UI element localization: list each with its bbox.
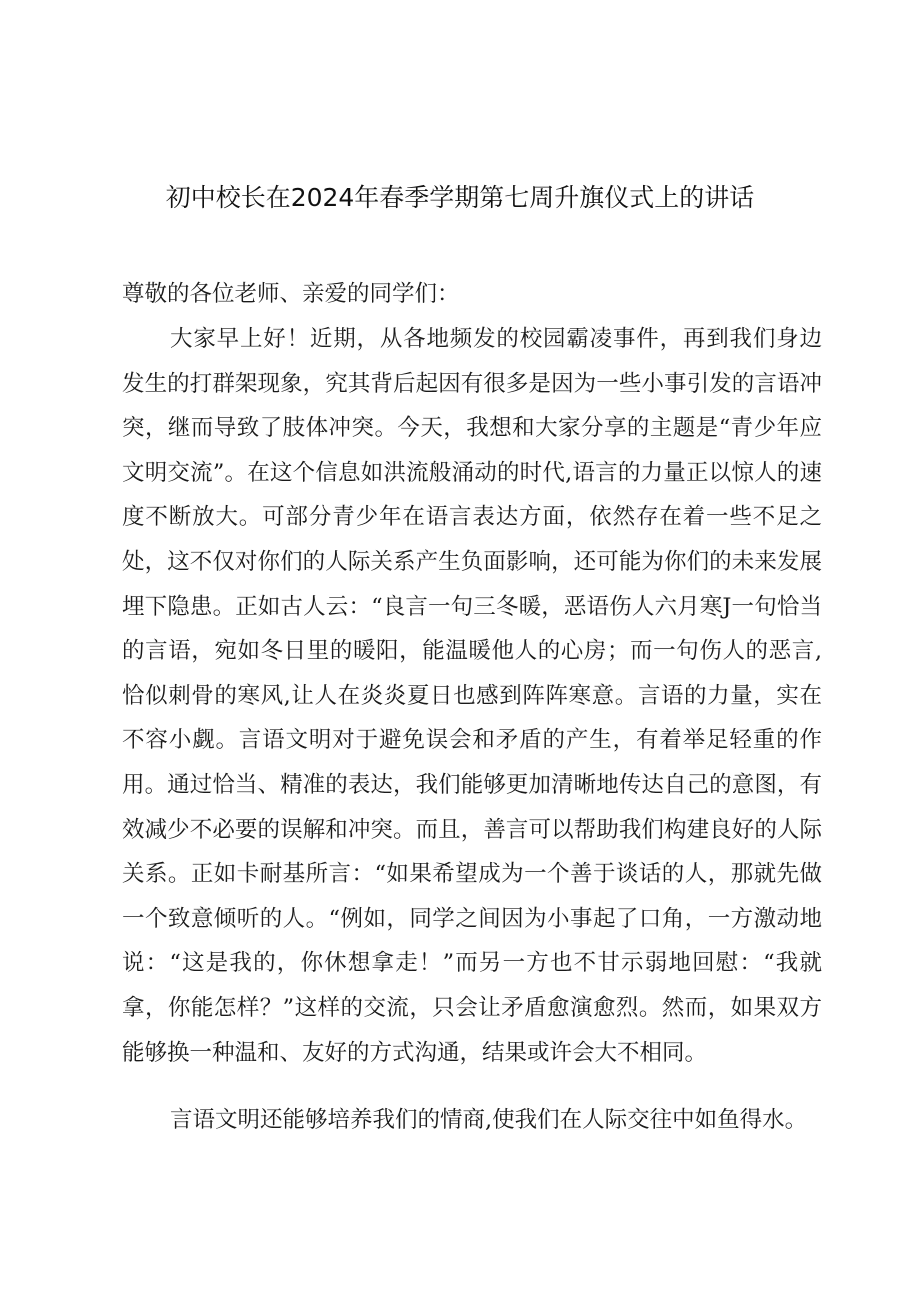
document-title: 初中校长在2024年春季学期第七周升旗仪式上的讲话	[165, 183, 755, 212]
salutation: 尊敬的各位老师、亲爱的同学们：	[122, 281, 460, 307]
body-paragraph-2: 言语文明还能够培养我们的情商,使我们在人际交往中如鱼得水。	[170, 1107, 808, 1133]
body-paragraph-1: 大家早上好！近期，从各地频发的校园霸凌事件，再到我们身边发生的打群架现象，究其背后起因有很多是因为一些小事引发的言语冲突，继而导致了肢体冲突。今天，我想和大家分享的主题是“青少年应文明交流”。在这个信息如洪流般涌动的时代,语言的力量正以惊人的速度不断放大。可部分青少年在语言表达方面，依然存在着一些不足之处，这不仅对你们的人际关系产生负面影响，还可能为你们的未来发展埋下隐患。正如古人云：“良言一句三冬暖，恶语伤人六月寒J一句恰当的言语，宛如冬日里的暖阳，能温暖他人的心房；而一句伤人的恶言,恰似刺骨的寒风,让人在炎炎夏日也感到阵阵寒意。言语的力量，实在不容小觑。言语文明对于避免误会和矛盾的产生，有着举足轻重的作用。通过恰当、精准的表达，我们能够更加清晰地传达自己的意图，有效减少不必要的误解和冲突。而且，善言可以帮助我们构建良好的人际关系。正如卡耐基所言：“如果希望成为一个善于谈话的人，那就先做一个致意倾听的人。“例如，同学之间因为小事起了口角，一方激动地说：“这是我的，你休想拿走！”而另一方也不甘示弱地回慰：“我就拿，你能怎样？”这样的交流，只会让矛盾愈演愈烈。然而，如果双方能够换一种温和、友好的方式沟通，结果或许会大不相同。	[122, 326, 822, 1066]
